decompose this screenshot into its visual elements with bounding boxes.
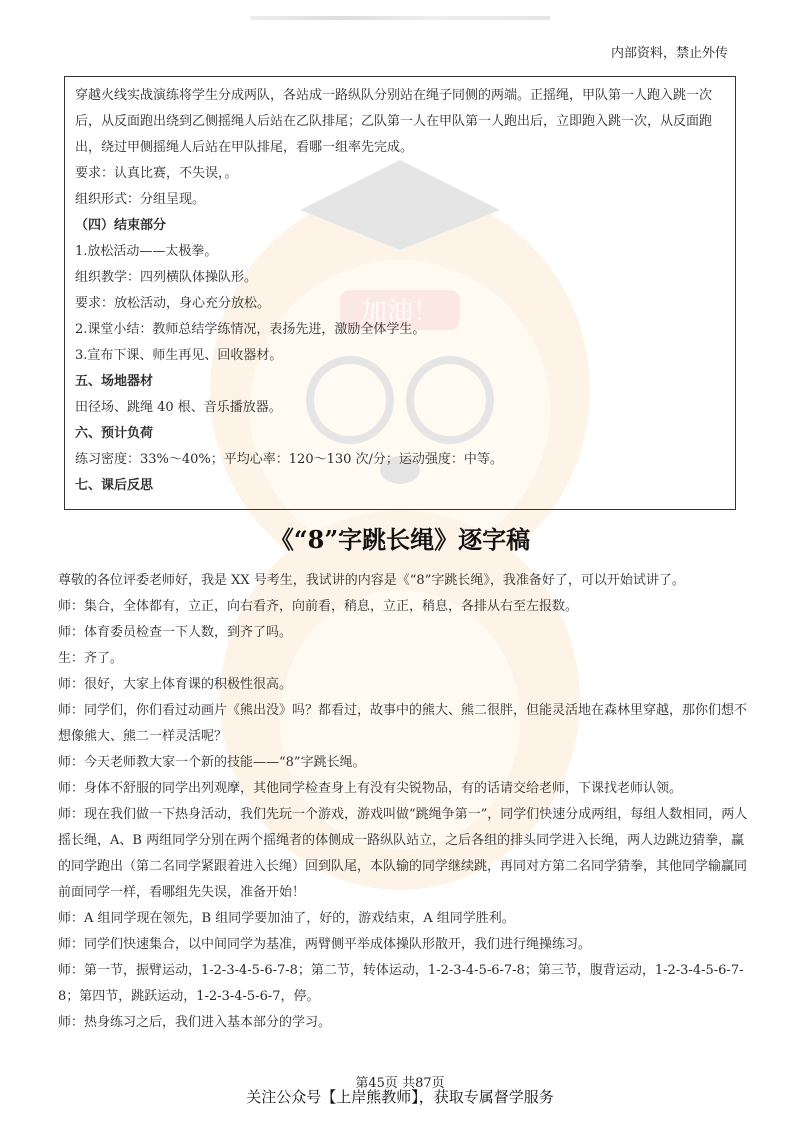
box-paragraph: 3.宣布下课、师生再见、回收器材。 — [75, 348, 283, 363]
box-heading: （四）结束部分 — [75, 218, 167, 233]
lesson-plan-box — [64, 76, 736, 510]
transcript-paragraph: 师：很好，大家上体育课的积极性很高。 — [58, 677, 293, 692]
box-paragraph: 组织形式：分组呈现。 — [75, 192, 206, 207]
transcript-paragraph: 生：齐了。 — [58, 651, 124, 666]
transcript-paragraph: 师：集合，全体都有，立正，向右看齐，向前看，稍息，立正，稍息，各排从右至左报数。 — [58, 599, 579, 614]
transcript-paragraph: 师：热身练习之后，我们进入基本部分的学习。 — [58, 1015, 332, 1030]
box-paragraph: 1.放松活动——太极拳。 — [75, 244, 218, 259]
box-heading: 六、预计负荷 — [75, 426, 154, 441]
box-paragraph: 要求：放松活动，身心充分放松。 — [75, 296, 271, 311]
page-number: 第45页 共87页 — [355, 1076, 445, 1091]
box-paragraph: 组织教学：四列横队体操队形。 — [75, 270, 258, 285]
document-title: 《“8”字跳长绳》逐字稿 — [269, 525, 531, 554]
transcript-paragraph: 师：身体不舒服的同学出列观摩，其他同学检查身上有没有尖锐物品，有的话请交给老师，下课找老师认领。 — [58, 781, 683, 796]
transcript-paragraph: 师：今天老师教大家一个新的技能——“8”字跳长绳。 — [58, 755, 366, 770]
confidential-note: 内部资料，禁止外传 — [610, 46, 728, 61]
box-paragraph: 练习密度：33%～40%；平均心率：120～130 次/分；运动强度：中等。 — [75, 452, 503, 467]
footer-promo: 关注公众号【上岸熊教师】，获取专属督学服务 — [246, 1088, 554, 1106]
box-heading: 七、课后反思 — [75, 478, 154, 493]
box-paragraph: 穿越火线实战演练将学生分成两队，各站成一路纵队分别站在绳子同侧的两端。正摇绳，甲队第一人跑入跳一次后，从反面跑出绕到乙侧摇绳人后站在乙队排尾；乙队第一人在甲队第一人跑出后，立即跑入跳一次，从反面跑出，绕过甲侧摇绳人后站在甲队排尾，看哪一组率先完成。 — [75, 88, 713, 155]
box-paragraph: 2.课堂小结：教师总结学练情况，表扬先进，激励全体学生。 — [75, 322, 426, 337]
box-heading: 五、场地器材 — [75, 374, 154, 389]
header-decoration-line — [250, 16, 550, 20]
transcript-paragraph: 师：体育委员检查一下人数，到齐了吗。 — [58, 625, 293, 640]
transcript-paragraph: 师：A 组同学现在领先，B 组同学要加油了，好的，游戏结束，A 组同学胜利。 — [58, 911, 515, 926]
box-paragraph: 要求：认真比赛，不失误，。 — [75, 166, 238, 181]
transcript-paragraph: 师：第一节，振臂运动，1-2-3-4-5-6-7-8；第二节，转体运动，1-2-3-4-5-6-7-8；第三节，腹背运动，1-2-3-4-5-6-7-8；第四节，跳跃运动，1-2-3-4-5-6-7，停。 — [58, 963, 744, 1004]
badge-text: 加油！ — [360, 297, 440, 327]
transcript-paragraph: 尊敬的各位评委老师好，我是 XX 号考生，我试讲的内容是《“8”字跳长绳》，我准备好了，可以开始试讲了。 — [58, 573, 685, 588]
box-paragraph: 田径场、跳绳 40 根、音乐播放器。 — [75, 400, 282, 415]
transcript-body — [58, 568, 748, 1036]
transcript-paragraph: 师：同学们快速集合，以中间同学为基准，两臂侧平举成体操队形散开，我们进行绳操练习。 — [58, 937, 592, 952]
transcript-paragraph: 师：同学们，你们看过动画片《熊出没》吗？都看过，故事中的熊大、熊二很胖，但能灵活地在森林里穿越，那你们想不想像熊大、熊二一样灵活呢？ — [58, 703, 748, 744]
transcript-paragraph: 师：现在我们做一下热身活动，我们先玩一个游戏，游戏叫做“跳绳争第一”，同学们快速分成两组，每组人数相同，两人摇长绳，A、B 两组同学分别在两个摇绳者的体侧成一路纵队站立，之后各组的排头同学进入长绳，两人边跳边猜拳，赢的同学跑出（第二名同学紧跟着进入长绳）回到队尾，本队输的同学继续跳，再同对方第二名同学猜拳，其他同学输赢同前面同学一样，看哪组先失误，准备开始！ — [58, 807, 748, 900]
